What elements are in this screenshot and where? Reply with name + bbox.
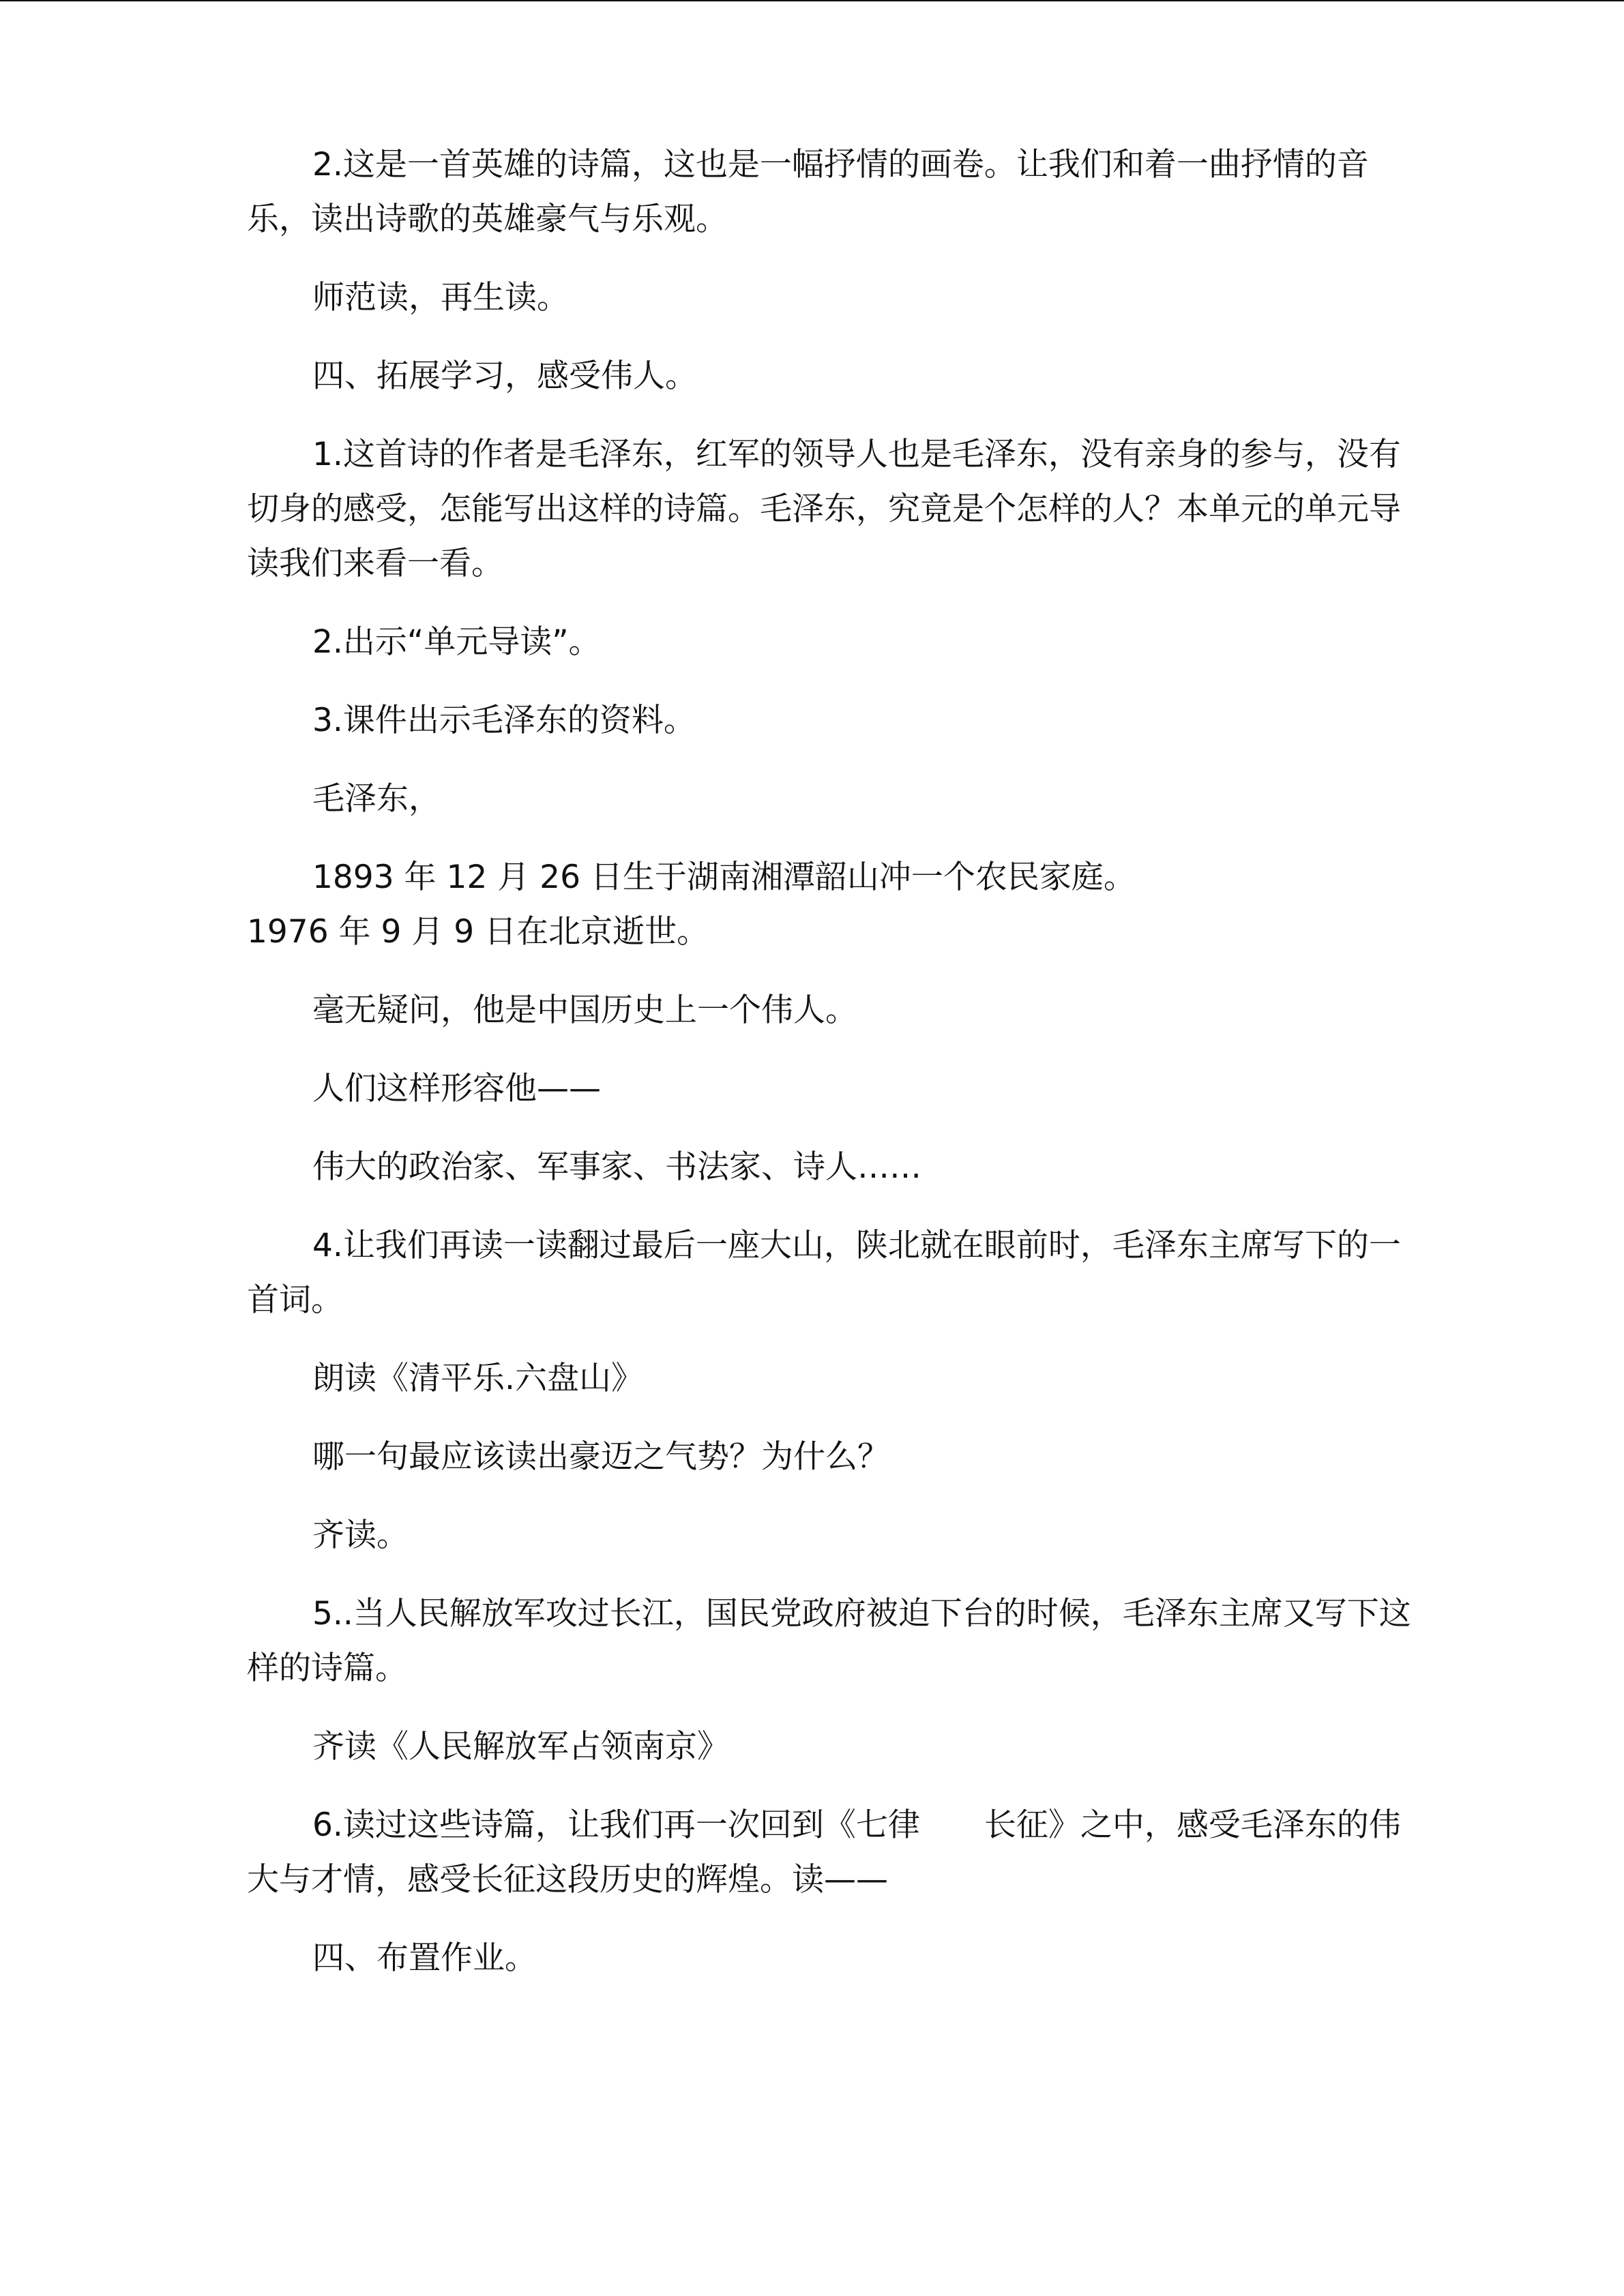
paragraph: 师范读，再生读。 xyxy=(312,279,569,316)
paragraph: 5..当人民解放军攻过长江，国民党政府被迫下台的时候，毛泽东主席又写下这样的诗篇。 xyxy=(247,1595,1411,1687)
paragraph: 1.这首诗的作者是毛泽东，红军的领导人也是毛泽东，没有亲身的参与，没有切身的感受，怎能写出这样的诗篇。毛泽东，究竟是个怎样的人？本单元的单元导读我们来看一看。 xyxy=(247,436,1401,582)
paragraph: 人们这样形容他—— xyxy=(312,1070,601,1107)
section-heading: 四、布置作业。 xyxy=(312,1939,537,1977)
paragraph: 齐读《人民解放军占领南京》 xyxy=(312,1728,729,1765)
paragraph: 2.出示“单元导读”。 xyxy=(312,623,601,661)
section-heading: 四、拓展学习，感受伟人。 xyxy=(312,357,697,395)
paragraph: 毫无疑问，他是中国历史上一个伟人。 xyxy=(312,992,857,1029)
paragraph: 1976 年 9 月 9 日在北京逝世。 xyxy=(247,913,709,951)
paragraph: 毛泽东， xyxy=(312,780,441,818)
paragraph: 齐读。 xyxy=(312,1517,409,1554)
paragraph: 1893 年 12 月 26 日生于湖南湘潭韶山冲一个农民家庭。 xyxy=(312,859,1136,896)
document-body xyxy=(247,138,1431,2010)
paragraph: 4.让我们再读一读翻过最后一座大山，陕北就在眼前时，毛泽东主席写下的一首词。 xyxy=(247,1227,1401,1319)
paragraph: 伟大的政治家、军事家、书法家、诗人…… xyxy=(312,1148,921,1186)
paragraph: 6.读过这些诗篇，让我们再一次回到《七律 长征》之中，感受毛泽东的伟大与才情，感受长征这段历史的辉煌。读—— xyxy=(247,1806,1401,1898)
paragraph: 3.课件出示毛泽东的资料。 xyxy=(312,702,696,739)
paragraph: 朗读《清平乐.六盘山》 xyxy=(312,1360,643,1397)
paragraph: 哪一句最应该读出豪迈之气势？为什么？ xyxy=(312,1438,889,1476)
paragraph: 2.这是一首英雄的诗篇，这也是一幅抒情的画卷。让我们和着一曲抒情的音乐，读出诗歌的英雄豪气与乐观。 xyxy=(247,146,1369,238)
